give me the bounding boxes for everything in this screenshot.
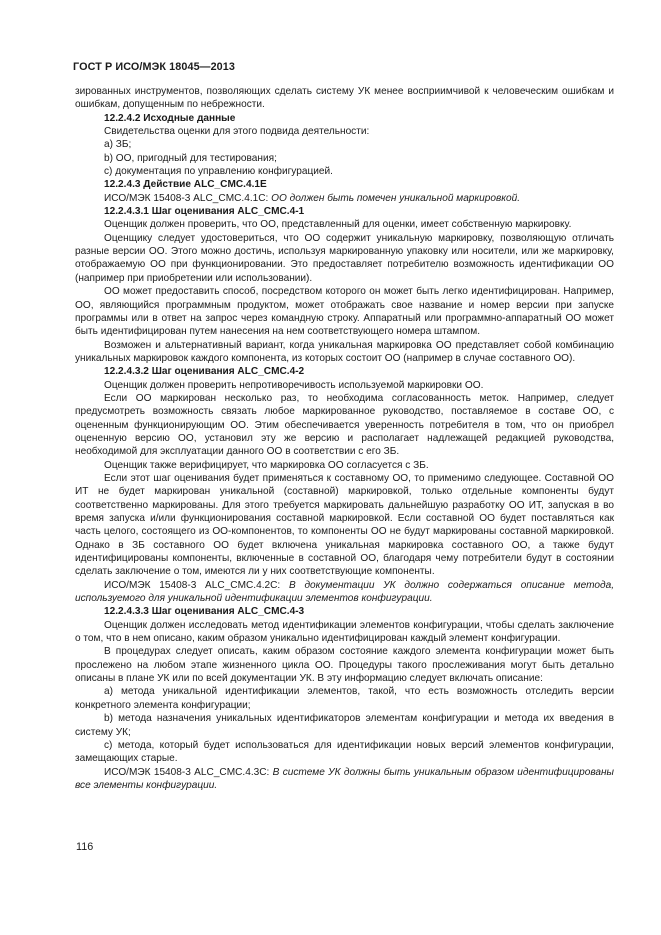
quoted-requirement: В системе УК должны быть уникальным образом идентифицированы все элементы конфигурации.	[75, 766, 614, 791]
paragraph-text: Оценщику следует удостовериться, что ОО содержит уникальную маркировку, позволяющую отличать разные версии ОО. Этого можно достичь, используя маркированную упаковку или носители, или же маркировку, отображаемую ОО при функционировании. Это предоставляет потребителю возможность идентификации ОО (например при приобретении или использовании).	[75, 232, 614, 284]
paragraph-text: Оценщик должен исследовать метод идентификации элементов конфигурации, чтобы сделать заключение о том, что в нем описано, каким образом уникально идентифицирован каждый элемент конфигурации.	[75, 619, 614, 645]
paragraph-text: Если этот шаг оценивания будет применяться к составному ОО, то применимо следующее. Составной ОО ИТ не будет маркирован уникальной (составной) маркировкой, только отдельные компоненты будут соответственно маркированы. Для этого требуется маркировать дальнейшую разработку ОО ИТ, запуская в во время запуска и/или функционирования составной маркировкой. Если составной ОО будет поставляться как часть целого, состоящего из ОО-компонентов, то компоненты ОО не будут маркированы составной маркировкой. Однако в ЗБ составного ОО будет включена уникальная маркировка составного ОО, а также будут идентифицированы компоненты, включенные в составной ОО, благодаря чему потребители будут в состоянии сделать заключение о том, имеются ли у них соответствующие компоненты.	[75, 472, 614, 578]
paragraph	[75, 138, 614, 151]
paragraph	[75, 205, 614, 218]
paragraph	[75, 112, 614, 125]
paragraph	[75, 739, 614, 766]
paragraph	[75, 685, 614, 712]
heading-text: 12.2.4.2 Исходные данные	[104, 112, 236, 124]
page-number: 116	[76, 841, 94, 853]
paragraph-text: Оценщик должен проверить, что ОО, представленный для оценки, имеет собственную маркировку.	[104, 219, 572, 231]
paragraph	[75, 125, 614, 138]
paragraph	[75, 605, 614, 618]
paragraph	[75, 472, 614, 579]
paragraph-text: Если ОО маркирован несколько раз, то необходима согласованность меток. Например, следует предусмотреть возможность связать любое маркированное руководство, поставляемое в составе ОО, с оцененным функционирующим ОО. Этим обеспечивается уверенность потребителя в том, что он приобрел оцененную версию ОО, установил эту же версию и располагает надлежащей редакцией руководства, необходимой для эксплуатации данного ОО в соответствии с его ЗБ.	[75, 392, 614, 458]
paragraph-text: ОО может предоставить способ, посредством которого он может быть легко идентифицирован. Например, ОО, являющийся программным продуктом, может отображать свое название и номер версии при запуске программы или в ответ на запрос через командную строку. Аппаратный или программно-аппаратный ОО может быть идентифицирован путем нанесения на нем соответствующего номера штампом.	[75, 286, 614, 338]
paragraph	[75, 392, 614, 459]
paragraph-text: c) метода, который будет использоваться для идентификации новых версий элементов конфигурации, замещающих старые.	[75, 739, 614, 765]
paragraph	[75, 192, 614, 205]
paragraph	[75, 85, 614, 112]
heading-text: 12.2.4.3 Действие ALC_CMC.4.1E	[104, 179, 267, 191]
heading-text: 12.2.4.3.3 Шаг оценивания ALC_CMC.4-3	[104, 606, 305, 618]
paragraph-text: Свидетельства оценки для этого подвида деятельности:	[104, 126, 370, 138]
paragraph-text: Оценщик должен проверить непротиворечивость используемой маркировки ОО.	[104, 379, 484, 391]
paragraph-text: зированных инструментов, позволяющих сделать систему УК менее восприимчивой к человеческим ошибкам и ошибкам, допущенным по небрежности.	[75, 86, 614, 111]
paragraph-text: В процедурах следует описать, каким образом состояние каждого элемента конфигурации может быть прослежено на любом этапе жизненного цикла ОО. Процедуры такого прослеживания могут быть детально описаны в плане УК или по всей документации УК. В эту информацию следует включать описание:	[75, 646, 614, 685]
paragraph	[75, 645, 614, 685]
paragraph	[75, 178, 614, 191]
paragraph-text: Оценщик также верифицирует, что маркировка ОО согласуется с ЗБ.	[104, 459, 429, 471]
paragraph	[75, 459, 614, 472]
quoted-requirement: В документации УК должно содержаться описание метода, используемого для уникальной идентификации элементов конфигурации.	[75, 579, 614, 605]
document-header: ГОСТ Р ИСО/МЭК 18045—2013	[73, 61, 235, 73]
paragraph	[75, 619, 614, 646]
paragraph-text: ИСО/МЭК 15408-3 ALC_CMC.4.1C:	[104, 192, 272, 204]
heading-text: 12.2.4.3.2 Шаг оценивания ALC_CMC.4-2	[104, 366, 305, 378]
paragraph	[75, 579, 614, 606]
paragraph-text: ИСО/МЭК 15408-3 ALC_CMC.4.2C:	[104, 579, 289, 591]
quoted-requirement: ОО должен быть помечен уникальной маркировкой.	[271, 192, 521, 204]
paragraph-text: a) метода уникальной идентификации элементов, такой, что есть возможность отследить версии конкретного элемента конфигурации;	[75, 686, 614, 711]
paragraph-text: a) ЗБ;	[104, 139, 132, 151]
paragraph-text: b) метода назначения уникальных идентификаторов элементам конфигурации и метода их введения в систему УК;	[75, 713, 614, 738]
paragraph	[75, 152, 614, 165]
paragraph	[75, 232, 614, 285]
document-body	[75, 85, 614, 792]
paragraph-text: c) документация по управлению конфигурацией.	[104, 166, 333, 178]
paragraph	[75, 379, 614, 392]
paragraph	[75, 218, 614, 231]
paragraph-text: ИСО/МЭК 15408-3 ALC_CMC.4.3C:	[104, 766, 273, 778]
paragraph	[75, 165, 614, 178]
paragraph	[75, 766, 614, 793]
heading-text: 12.2.4.3.1 Шаг оценивания ALC_CMC.4-1	[104, 206, 305, 218]
paragraph	[75, 365, 614, 378]
paragraph	[75, 285, 614, 338]
paragraph-text: Возможен и альтернативный вариант, когда уникальная маркировка ОО представляет собой комбинацию уникальных маркировок каждого компонента, из которых состоит ОО (например в случае составного ОО).	[75, 339, 614, 364]
paragraph	[75, 712, 614, 739]
paragraph-text: b) ОО, пригодный для тестирования;	[104, 152, 277, 164]
paragraph	[75, 339, 614, 366]
